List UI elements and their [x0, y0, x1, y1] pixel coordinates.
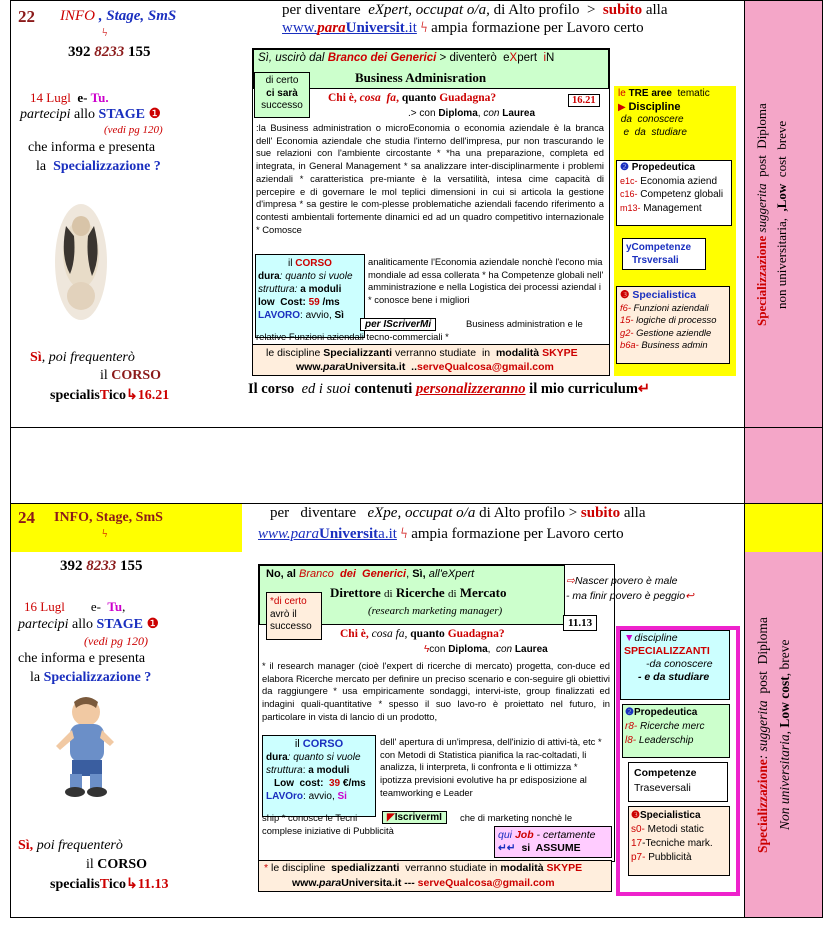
body-paragraph-4: che di marketing nonchè le complese iniziative di Pubblicità	[262, 812, 573, 836]
person-image	[48, 690, 118, 800]
header-link-line: www.paraUniversita.it ϟ ampia formazione per Lavoro certo	[258, 526, 624, 542]
il-corso-line: il CORSO	[86, 857, 148, 872]
title-banner-line2: Direttore di Ricerche di Mercato	[330, 585, 507, 600]
il-corso-line: il CORSO	[100, 368, 162, 383]
page-number: 22	[18, 7, 35, 26]
phone-number: 392 8233 155	[68, 44, 151, 60]
lightning-icon: ϟ	[102, 25, 108, 39]
si-poi-line: Sì, poi frequenterò	[30, 350, 135, 365]
grid-line	[10, 917, 823, 918]
body-paragraph: :la Business administration o microEconomia o economia aziendale è la branca dell' Economia aziendale che studia l'interno dell'impresa, pur non trascurando le sue relazioni con l'ambiente circostante * *ha una preparazione, completa ed integrata, in General Management * sa analizzare inter-disciplinarmente i problemi aziendali * caratteristica pre-miante è la versatilità, intesa cime capacità di percepire e di governare le mol teplici dimensioni in cui si articola la gestione d'impresa * sa gestire le com-plesse problematiche aziendali facendo riferimento a contesti ambientali fortemente dinamici ed ad un quadro competitivo internazionale * Comosce	[256, 122, 604, 235]
specializzazione-line: la Specializzazione ?	[36, 159, 161, 174]
competenze-text: Competenze Traseversali	[634, 767, 697, 794]
code-badge: 11.13	[563, 615, 597, 631]
vertical-specializzazione: Specializzazione: suggerita post Diploma Non universitaria, Low cost, breve	[755, 617, 792, 853]
specialistica-text: ❸ Specialistica f6- Funzioni aziendali 15- logiche di processo g2- Gestione aziendle b6a- Business admin	[620, 289, 717, 350]
body-paragraph-2: analiticamente l'Economia aziendale nonchè l'econo mia mondiale ad essa collerata * ha Competenze globali nell' amministrazione e nella Logistica dei processi aziendal i * conosce bene i migliori	[368, 256, 604, 306]
body-paragraph-2: dell' apertura di un'impresa, dell'inizio di attivi-tà, etc * con Metodi di Statistica pianifica la rac-coltadati, li analizza, li interpreta, li confronta e li ottimizza * ipotizza previsioni evolutive ha pr edisposizione al teamworking e Leader	[380, 736, 602, 798]
specialistico-line: specialisTico↳11.13	[50, 877, 169, 892]
header-line: per diventare eXpert, occupat o/a, di Alto profilo > subito alla	[282, 2, 668, 18]
page-number: 24	[18, 508, 35, 527]
yellow-band	[745, 504, 822, 552]
vedi-note: (vedi pg 120)	[104, 124, 163, 136]
date-line: 16 Lugl e- Tu,	[24, 599, 126, 614]
title-banner-line1: No, al Branco dei Generici, Sì, all'eXpert	[266, 568, 475, 580]
corso-text: il CORSO dura: quanto si vuole struttura: a moduli Low cost: 39 €/ms LAVOro: avvio, Si	[266, 738, 366, 802]
discipline-line: le discipline Specializzanti verranno studiate in modalità SKYPE	[266, 347, 578, 359]
grid-line	[10, 0, 823, 1]
header-line: per diventare eXpe, occupat o/a di Alto profilo > subito alla	[270, 505, 646, 521]
info-line: INFO, Stage, SmS	[54, 510, 163, 525]
propedeutica-text: ❷Propedeutica r8- Ricerche merc l8- Leaderschip	[625, 707, 705, 746]
tre-aree-text: le TRE aree tematic ▶ Discipline da conoscere e da studiare	[618, 88, 710, 138]
corso-text: il CORSO dura: quanto si vuole struttura: a moduli low Cost: 59 /ms LAVORO: avvio, Sì	[258, 258, 353, 321]
grid-line	[822, 0, 823, 918]
title-banner-line3: (research marketing manager)	[368, 605, 503, 617]
iscrivermi-button[interactable]: per IScriverMi	[360, 318, 436, 331]
pink-column	[745, 428, 822, 503]
specialistica-text: ❸Specialistica s0- Metodi static 17-Tecniche mark. p7- Pubblicità	[631, 810, 713, 863]
title-banner-line1: Sì, uscirò dal Branco dei Generici > diventerò eXpert iN	[258, 52, 555, 64]
discipline-line: * le discipline spedializzanti verranno studiate in modalità SKYPE	[264, 862, 583, 874]
vertical-specializzazione: Specializzazione suggerita post Diploma non universitaria, ,Low cost breve	[754, 103, 789, 327]
website-link[interactable]: www.paraUniversita.it	[258, 526, 397, 542]
chi-e-line: Chi è, cosa fa, quanto Guadagna?	[340, 628, 505, 640]
header-link-line: www.paraUniversit.it ϟ ampia formazione per Lavoro certo	[282, 20, 644, 36]
corso-curriculum-line: Il corso ed i suoi contenuti personalizzeranno il mio curriculum↵	[248, 381, 651, 397]
specialistico-line: specialisTico↳16.21	[50, 388, 170, 403]
chi-e-line: Chi è, cosa fa, quanto Guadagna?	[328, 92, 497, 104]
info-line: INFO , Stage, SmS	[60, 8, 177, 24]
nascer-text: ⇨Nascer povero è male - ma finir povero è peggio↩	[566, 575, 694, 602]
website-link[interactable]: www.paraUniversit.it	[282, 20, 417, 36]
propedeutica-text: ❷ Propedeutica e1c- Economia aziend c16- Competenz globali m13- Management	[620, 162, 724, 214]
body-paragraph-3: Business administration e le relative Funzioni aziendali tecno-commerciali *	[256, 318, 583, 342]
grid-line	[10, 0, 11, 918]
phone-number: 392 8233 155	[60, 558, 143, 574]
informa-line: che informa e presenta	[18, 651, 146, 666]
date-line: 14 Lugl e- Tu.	[30, 90, 109, 105]
email-line: www.paraUniversita.it --- serveQualcosa@gmail.com	[292, 877, 555, 889]
con-diploma-line: .> con Diploma, con Laurea	[408, 108, 536, 119]
vedi-note: (vedi pg 120)	[84, 634, 148, 648]
successo-text: di certo ci sarà successo	[261, 75, 303, 111]
specializzazione-line: la Specializzazione ?	[30, 670, 152, 685]
title-banner-line2: Business Adminisration	[355, 70, 487, 85]
con-diploma-line: ϟcon Diploma, con Laurea	[424, 644, 548, 655]
informa-line: che informa e presenta	[28, 140, 156, 155]
qui-job-text: qui Job - certamente ↵↵ si ASSUME	[498, 829, 596, 854]
body-paragraph-3: ship * conosce le Tecni	[262, 812, 358, 823]
person-image	[50, 196, 112, 326]
email-line: www.paraUniversita.it ..serveQualcosa@gmail.com	[296, 361, 554, 373]
code-badge: 16.21	[568, 94, 600, 107]
discipline-head-text: ▼discipline SPECIALIZZANTI -da conoscere - e da studiare	[624, 632, 713, 683]
grid-line	[10, 427, 823, 428]
partecipi-line: partecipi allo STAGE ❶	[20, 107, 162, 122]
iscrivermi-button[interactable]: ◤IscrivermI	[382, 811, 447, 824]
body-paragraph: * il research manager (cioè l'expert di ricerche di mercato) progetta, con-duce ed elabora Ricerche mercato per definire un preciso scenario e con-seguire gli obiettivi da raggiungere * usa empiricamente sondaggi, intervi-iste, group finalizzati ed indagini quali-quantitative * spesso il suo lavo-ro è proiettato nel futuro, in particolare in vista di lancio di un prodotto,	[262, 660, 610, 722]
si-poi-line: Sì, poi frequenterò	[18, 838, 123, 853]
successo-text: *di certo avrò il successo	[270, 596, 312, 632]
partecipi-line: partecipi allo STAGE ❶	[18, 617, 160, 632]
competenze-text: yCompetenze Trsversali	[626, 242, 692, 266]
lightning-icon: ϟ	[102, 526, 108, 540]
